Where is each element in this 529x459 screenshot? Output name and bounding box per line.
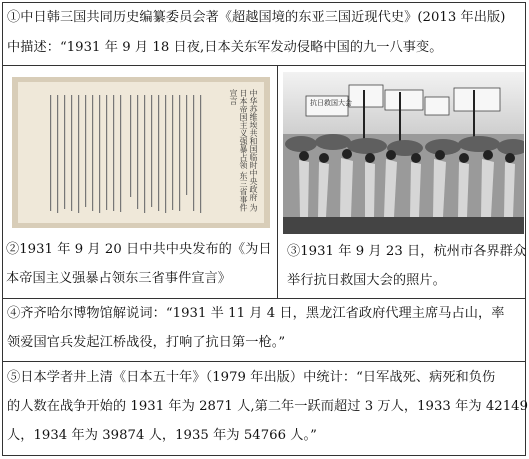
material-5-line-3: 人，1934 年为 39874 人，1935 年为 54766 人。” — [7, 428, 317, 443]
rally-banner-text: 抗日救国大会 — [310, 99, 352, 107]
material-5-line-2: 的人数在战争开始的 1931 年为 2871 人,第二年一跃而超过 3 万人，1933 年为 42149 — [7, 399, 529, 414]
material-1-line-1: ①中日韩三国共同历史编纂委员会著《超越国境的东亚三国近现代史》(2013 年出版) — [7, 10, 506, 25]
material-3-caption-line-1: ③1931 年 9 月 23 日，杭州市各界群众 — [287, 244, 527, 259]
material-3-caption-line-2: 举行抗日救国大会的照片。 — [287, 273, 446, 288]
material-4-line-1: ④齐齐哈尔博物馆解说词：“1931 半 11 月 4 日，黑龙江省政府代理主席马占山，率 — [7, 306, 505, 321]
material-4-line-2: 领爱国官兵发起江桥战役，打响了抗日第一枪。” — [7, 335, 286, 350]
material-2-caption-line-2: 本帝国主义强暴占领东三省事件宣言》 — [6, 271, 232, 286]
declaration-title-line-1: 中华苏维埃共和国临时中央政府 — [249, 89, 258, 201]
anti-japan-rally-photo — [283, 72, 524, 234]
material-2-caption-line-1: ②1931 年 9 月 20 日中共中央发布的《为日 — [6, 242, 272, 257]
declaration-title-vertical — [210, 89, 258, 214]
material-1-line-2: 中描述：“1931 年 9 月 18 日夜,日本关东军发动侵略中国的九一八事变。 — [7, 40, 443, 55]
declaration-document-photo — [12, 77, 270, 228]
rally-photo-image — [283, 72, 524, 234]
declaration-title-line-3: 东三省事件宣言 — [229, 89, 248, 212]
declaration-title-line-2: 为日本帝国主义强暴占领 — [239, 89, 258, 212]
material-5-line-1: ⑤日本学者井上清《日本五十年》（1979 年出版）中统计：“日军战死、病死和负伤 — [7, 370, 496, 385]
